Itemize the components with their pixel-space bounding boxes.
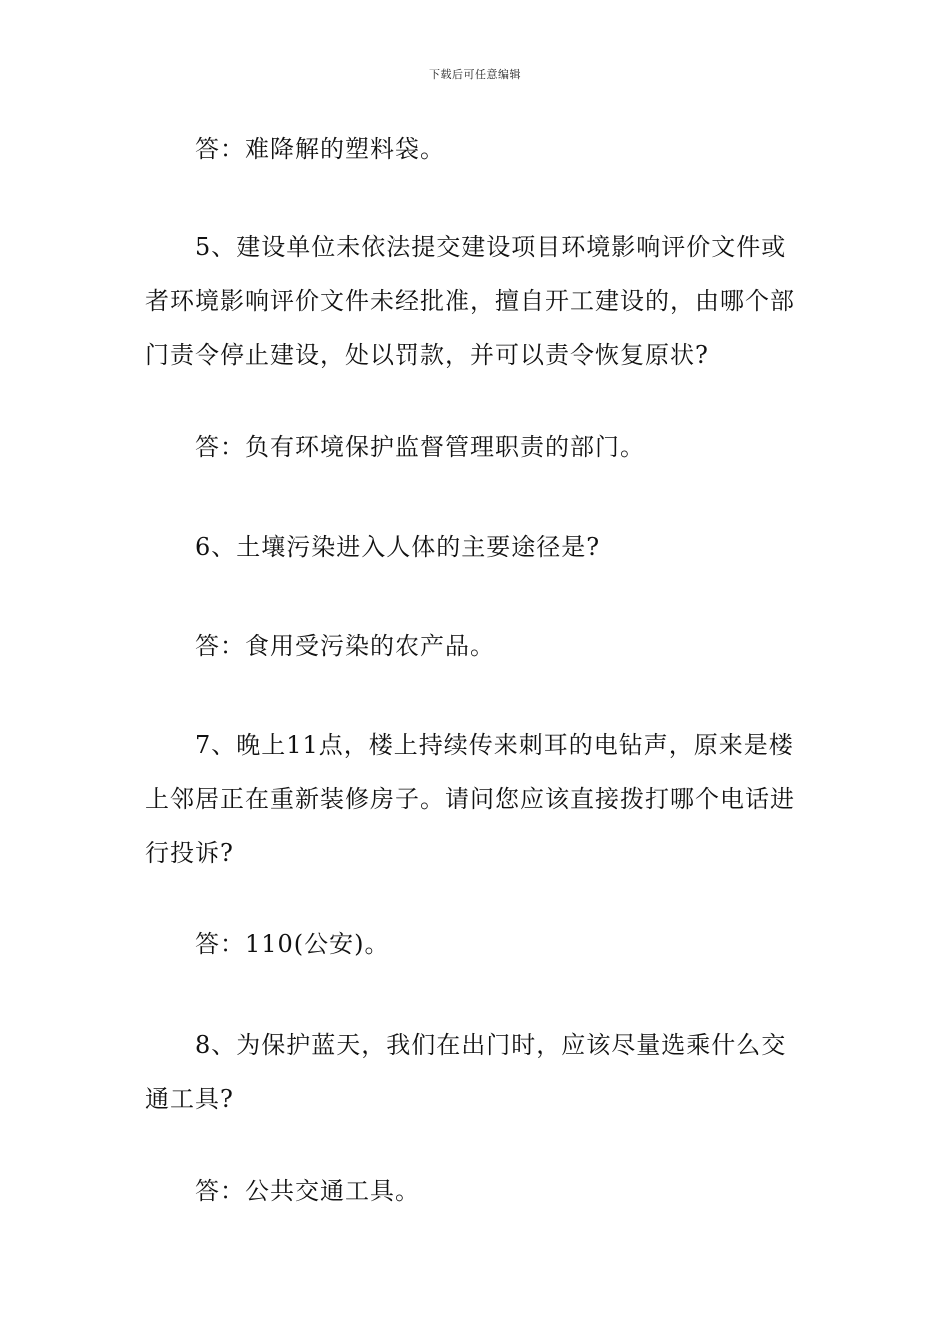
answer-paragraph: 答：110(公安)。 — [195, 930, 390, 958]
question-paragraph: 7、晚上11点，楼上持续传来刺耳的电钻声，原来是楼上邻居正在重新装修房子。请问您应该直接拨打哪个电话进行投诉? — [145, 731, 795, 867]
question-paragraph: 5、建设单位未依法提交建设项目环境影响评价文件或者环境影响评价文件未经批准，擅自开工建设的，由哪个部门责令停止建设，处以罚款，并可以责令恢复原状? — [145, 233, 795, 369]
question-paragraph: 6、土壤污染进入人体的主要途径是? — [195, 533, 601, 561]
header-note: 下载后可任意编辑 — [429, 68, 521, 81]
question-paragraph: 8、为保护蓝天，我们在出门时，应该尽量选乘什么交通工具? — [145, 1031, 787, 1113]
answer-paragraph: 答：食用受污染的农产品。 — [195, 632, 495, 660]
answer-paragraph: 答：公共交通工具。 — [195, 1177, 420, 1205]
answer-paragraph: 答：负有环境保护监督管理职责的部门。 — [195, 433, 645, 461]
answer-paragraph: 答：难降解的塑料袋。 — [195, 135, 445, 163]
